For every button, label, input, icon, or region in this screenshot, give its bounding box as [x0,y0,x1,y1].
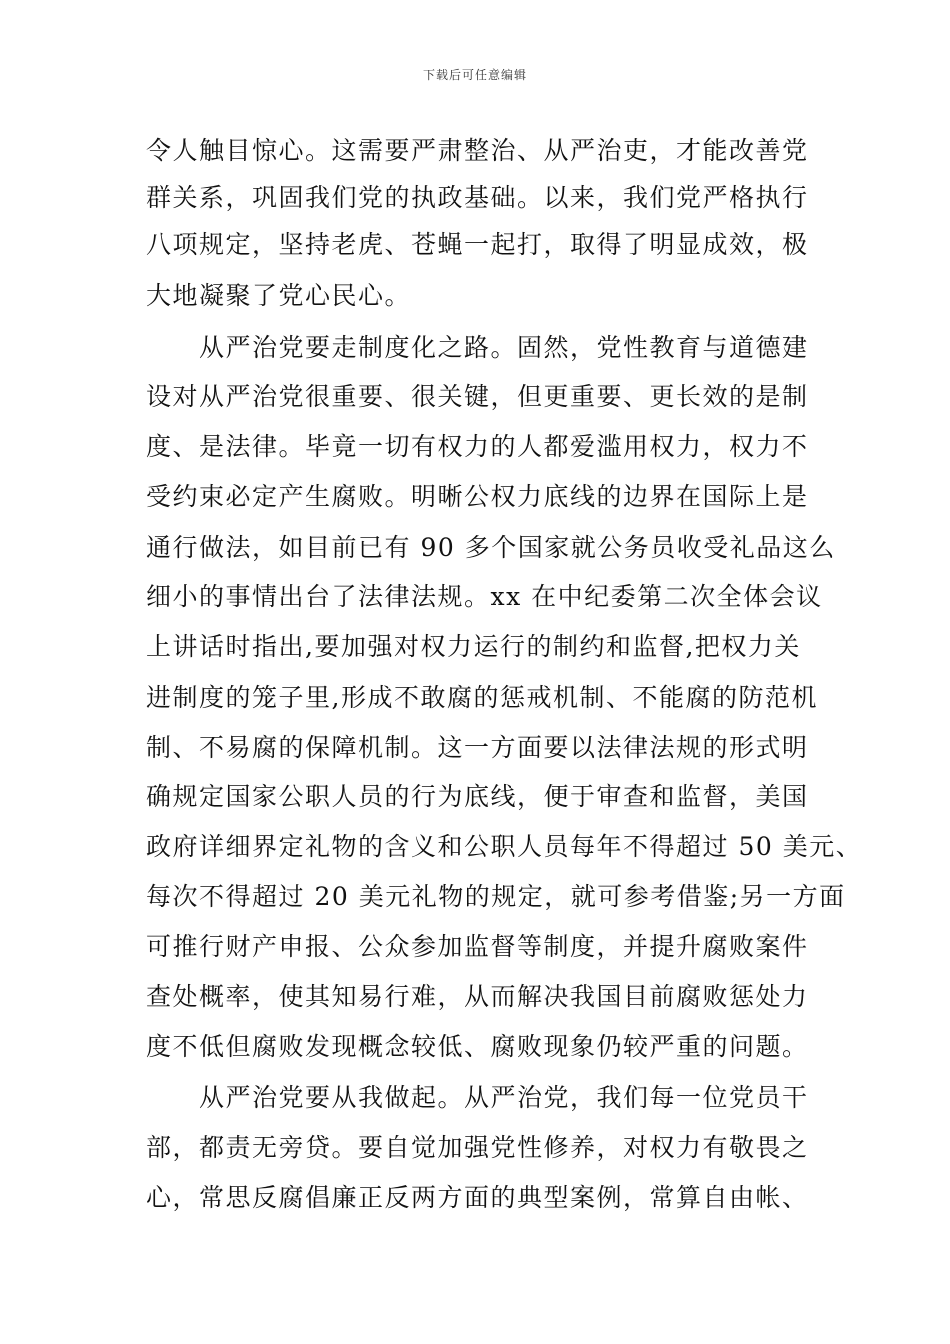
body-line: 令人触目惊心。这需要严肃整治、从严治吏，才能改善党 [146,136,809,165]
body-line: 制、不易腐的保障机制。这一方面要以法律法规的形式明 [146,733,809,762]
body-line: 上讲话时指出,要加强对权力运行的制约和监督,把权力关 [146,632,801,661]
body-line: 细小的事情出台了法律法规。xx 在中纪委第二次全体会议 [146,582,823,611]
body-line: 进制度的笼子里,形成不敢腐的惩戒机制、不能腐的防范机 [146,683,818,712]
body-line: 部，都责无旁贷。要自觉加强党性修养，对权力有敬畏之 [146,1133,809,1162]
body-line: 从严治党要从我做起。从严治党，我们每一位党员干 [146,1083,809,1112]
body-line: 查处概率，使其知易行难，从而解决我国目前腐败惩处力 [146,982,809,1011]
body-line: 群关系，巩固我们党的执政基础。以来，我们党严格执行 [146,183,809,212]
body-line: 受约束必定产生腐败。明晰公权力底线的边界在国际上是 [146,482,809,511]
body-line: 每次不得超过 20 美元礼物的规定，就可参考借鉴;另一方面 [146,882,846,911]
body-line: 从严治党要走制度化之路。固然，党性教育与道德建 [146,333,809,362]
body-line: 度不低但腐败发现概念较低、腐败现象仍较严重的问题。 [146,1032,809,1061]
body-line: 可推行财产申报、公众参加监督等制度，并提升腐败案件 [146,932,809,961]
body-line: 度、是法律。毕竟一切有权力的人都爱滥用权力，权力不 [146,432,809,461]
body-line: 大地凝聚了党心民心。 [146,281,412,310]
body-line: 通行做法，如目前已有 90 多个国家就公务员收受礼品这么 [146,533,836,562]
body-line: 政府详细界定礼物的含义和公职人员每年不得超过 50 美元、 [146,832,863,861]
body-line: 八项规定，坚持老虎、苍蝇一起打，取得了明显成效，极 [146,230,809,259]
body-line: 确规定国家公职人员的行为底线，便于审查和监督，美国 [146,782,809,811]
body-line: 心，常思反腐倡廉正反两方面的典型案例，常算自由帐、 [146,1183,809,1212]
page-header-note: 下载后可任意编辑 [422,68,527,82]
body-line: 设对从严治党很重要、很关键，但更重要、更长效的是制 [146,382,809,411]
